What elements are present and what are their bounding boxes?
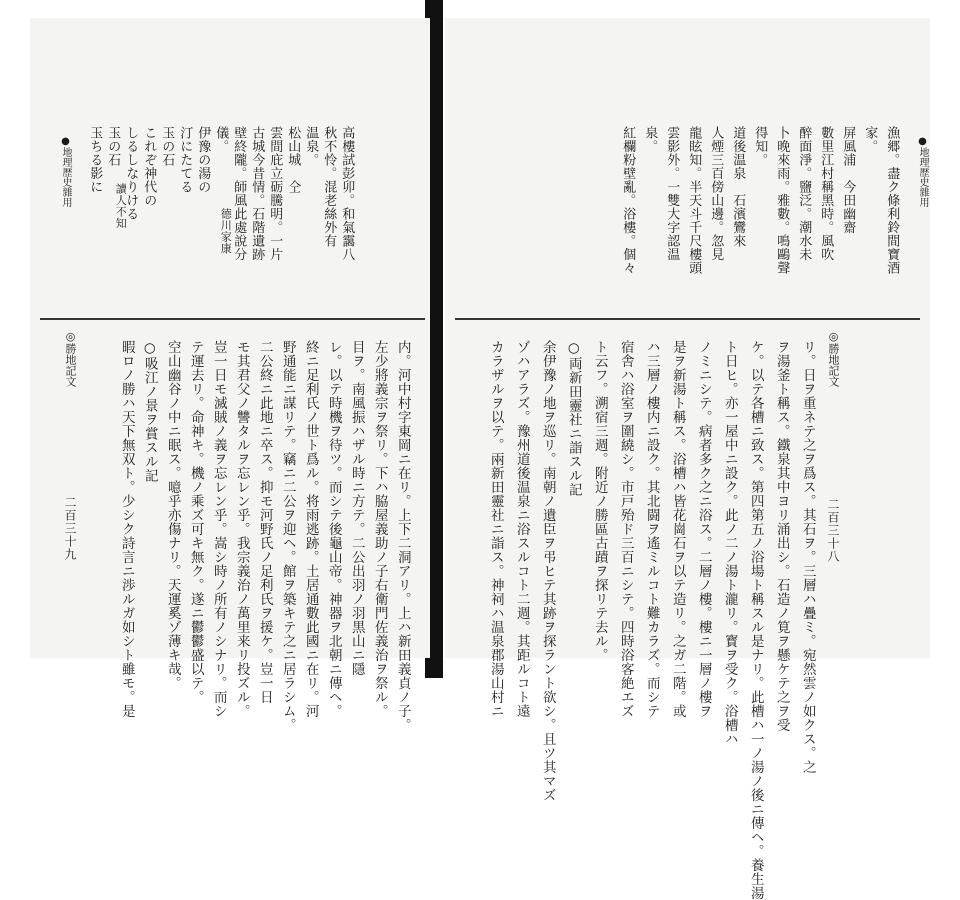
right-lower-column: 是ヲ新湯ト稱ス。浴槽ハ皆花崗石ヲ以テ造リ。之ガ二階。或 bbox=[669, 340, 686, 718]
right-upper-column: 漁郷。盡ク條利鈴間寶酒 bbox=[884, 126, 900, 275]
right-upper-column: 泉。 bbox=[642, 126, 658, 153]
right-upper-column: 醉面淨。鹽泛。潮水未 bbox=[796, 126, 812, 261]
right-lower-column: ハ三層ノ樓内ニ設ク。其北闘ヲ遙ミルコト難カラズ。而シテ bbox=[643, 340, 660, 718]
right-upper-column: 道後温泉 石濱鸞來 bbox=[730, 126, 746, 248]
left-upper-column: しるしなりける bbox=[123, 126, 139, 221]
left-lower-column: 暇ロノ勝ハ天下無双ト。少シク詩言ニ渉ルガ如シト雖モ。是 bbox=[118, 340, 135, 718]
right-lower-column: 宿舎ハ浴室ヲ圍繞シ。市戸殆ド三百ニシテ。四時浴客絶エズ bbox=[617, 340, 634, 718]
right-lower-column: ゾハアラズ。豫州道後温泉ニ浴スルコト二週。其距ルコト遠 bbox=[513, 340, 530, 718]
right-upper-column: 得知。 bbox=[752, 126, 768, 167]
right-upper-column: 雲影外。一雙大字認温 bbox=[664, 126, 680, 261]
left-upper-column: 雲間庇立砺騰明。一片 bbox=[267, 126, 283, 261]
left-upper-column: 古城今昔情。石階遺跡 bbox=[249, 126, 265, 261]
right-upper-column: 家。 bbox=[862, 126, 878, 153]
right-lower-column: ト云フ。溯宿三週。附近ノ勝區古蹟ヲ探リテ去ル。 bbox=[591, 340, 608, 662]
left-page-number: 二百三十九 bbox=[63, 496, 77, 561]
right-lower-column: カラザルヲ以テ。兩新田靈社ニ詣ス。神祠ハ温泉郡湯山村ニ bbox=[487, 340, 504, 718]
right-divider-rule bbox=[455, 318, 920, 320]
left-lower-column: 二公終ニ此地ニ卒ス。抑モ河野氏ノ足利氏ヲ援ケ。豈一日 bbox=[256, 340, 273, 704]
left-page bbox=[30, 18, 430, 732]
left-lower-column: ○吸江ノ景ヲ賞スル記 bbox=[141, 340, 158, 483]
right-upper-column: 紅欄粉壁亂。浴樓。個々 bbox=[620, 126, 636, 275]
left-lower-column: 終ニ足利氏ノ世ト爲ル。将雨逃跡。土居通數此國ニ在リ。河 bbox=[302, 340, 319, 718]
left-upper-column: 高樓試彭卯。和氣靄八 bbox=[339, 126, 355, 261]
right-page bbox=[445, 18, 930, 900]
left-upper-column: 玉ちる影に bbox=[87, 126, 103, 194]
right-lower-header: ◎勝地記文 bbox=[827, 330, 840, 387]
left-upper-column: 壁終隴。師風此處說分 bbox=[231, 126, 247, 261]
right-lower-column: ヲ湯釜ト稱ス。鐵泉其中ヨリ涌出シ。石造ノ筧ヲ懸ケテ之ヲ受 bbox=[773, 340, 790, 732]
left-upper-column: 儀。 bbox=[213, 126, 229, 153]
left-divider-rule bbox=[40, 318, 425, 320]
left-upper-column: 秋不怜。混老絲外有 bbox=[321, 126, 337, 248]
left-lower-column: 目ヲ。南風振ハザル時ニ方テ。二公出羽ノ羽黒山ニ隱 bbox=[348, 340, 365, 676]
left-upper-column: 伊豫の湯の bbox=[195, 126, 211, 194]
right-lower-column: ケ。以テ各槽ニ致ス。第四第五ノ浴場ト稱スル是ナリ。此槽ハ一ノ湯ノ後ニ傳ヘ。養生湯 bbox=[747, 340, 764, 900]
left-lower-column: テ運去リ。命神キ。機ノ乘ズ可キ無ク。遂ニ鬱鬱盛以テ。 bbox=[187, 340, 204, 704]
right-lower-column: 余伊豫ノ地ヲ巡リ。南朝ノ遺臣ヲ弔ヒテ其跡ヲ探ラント欲シ。且ツ其マズ bbox=[539, 340, 556, 802]
right-lower-column: ト日ヒ。亦一屋中ニ設ク。此ノ二ノ湯ト瀧リ。寳ヲ受ク。浴槽ハ bbox=[721, 340, 738, 746]
left-lower-column: 内。河中村字東岡ニ在リ。上下二洞アリ。上ハ新田義貞ノ子。 bbox=[394, 340, 411, 732]
left-upper-column: 汀にたてる bbox=[177, 126, 193, 194]
left-upper-column: 温泉。 bbox=[303, 126, 319, 167]
right-lower-column: リ。日ヲ重ネテ之ヲ爲ス。其石ヲ。三層ハ疊ミ。宛然雲ノ如クス。之 bbox=[799, 340, 816, 774]
left-upper-column: 玉の石 bbox=[105, 126, 121, 167]
left-upper-header: ●地理歴史雜用 bbox=[60, 136, 71, 207]
left-lower-column: レ。以テ時機ヲ待ツ。而シテ後龜山帝。神器ヲ北朝ニ傳ヘ。 bbox=[325, 340, 342, 718]
right-upper-column: 屏風浦 今田幽齋 bbox=[840, 126, 856, 234]
right-upper-column: 數里江村稱黑時。風吹 bbox=[818, 126, 834, 261]
right-upper-column: 龍眩知。半天斗千尺樓頭 bbox=[686, 126, 702, 275]
left-upper-attribution-1: 德川家康 bbox=[219, 208, 233, 254]
left-upper-attribution-2: 讀人不知 bbox=[114, 183, 128, 229]
right-page-number: 二百三十八 bbox=[826, 498, 840, 563]
left-lower-column: 左少將義宗ヲ祭リ。下ハ脇屋義助ノ子右衛門佐義治ヲ祭ル。 bbox=[371, 340, 388, 718]
right-upper-column: 人煙三百傍山邊。忽見 bbox=[708, 126, 724, 261]
left-lower-column: 豈一日モ滅賊ノ義ヲ忘レン乎。嵩シ時ノ所有ノシナリ。而シ bbox=[210, 340, 227, 718]
left-lower-column: 空山幽谷ノ中ニ眠ス。噫乎亦傷ナリ。天運奚ゾ薄キ哉。 bbox=[164, 340, 181, 690]
right-upper-header: ●地理歴史雜用 bbox=[917, 136, 928, 207]
left-upper-column: 玉の石 bbox=[159, 126, 175, 167]
right-lower-column: ノミニシテ。病者多ク之ニ浴ス。二層ノ樓。樓ニ一層ノ樓ヲ bbox=[695, 340, 712, 718]
left-lower-column: モ其君父ノ讐タルヲ忘レン乎。我宗義治ノ萬里来リ投ズル。 bbox=[233, 340, 250, 718]
left-upper-column: これぞ神代の bbox=[141, 126, 157, 207]
left-lower-column: 野通能ニ謀リテ。竊ニ二公ヲ迎ヘ。館ヲ築キテ之ニ居ラシム。 bbox=[279, 340, 296, 732]
right-lower-column: ○両新田靈社ニ詣スル記 bbox=[565, 340, 582, 497]
left-lower-header: ◎勝地記文 bbox=[64, 330, 77, 387]
right-upper-column: 卜晚來雨。雅數。鳴鷗聲 bbox=[774, 126, 790, 275]
left-upper-column: 松山城 仝 bbox=[285, 126, 301, 194]
